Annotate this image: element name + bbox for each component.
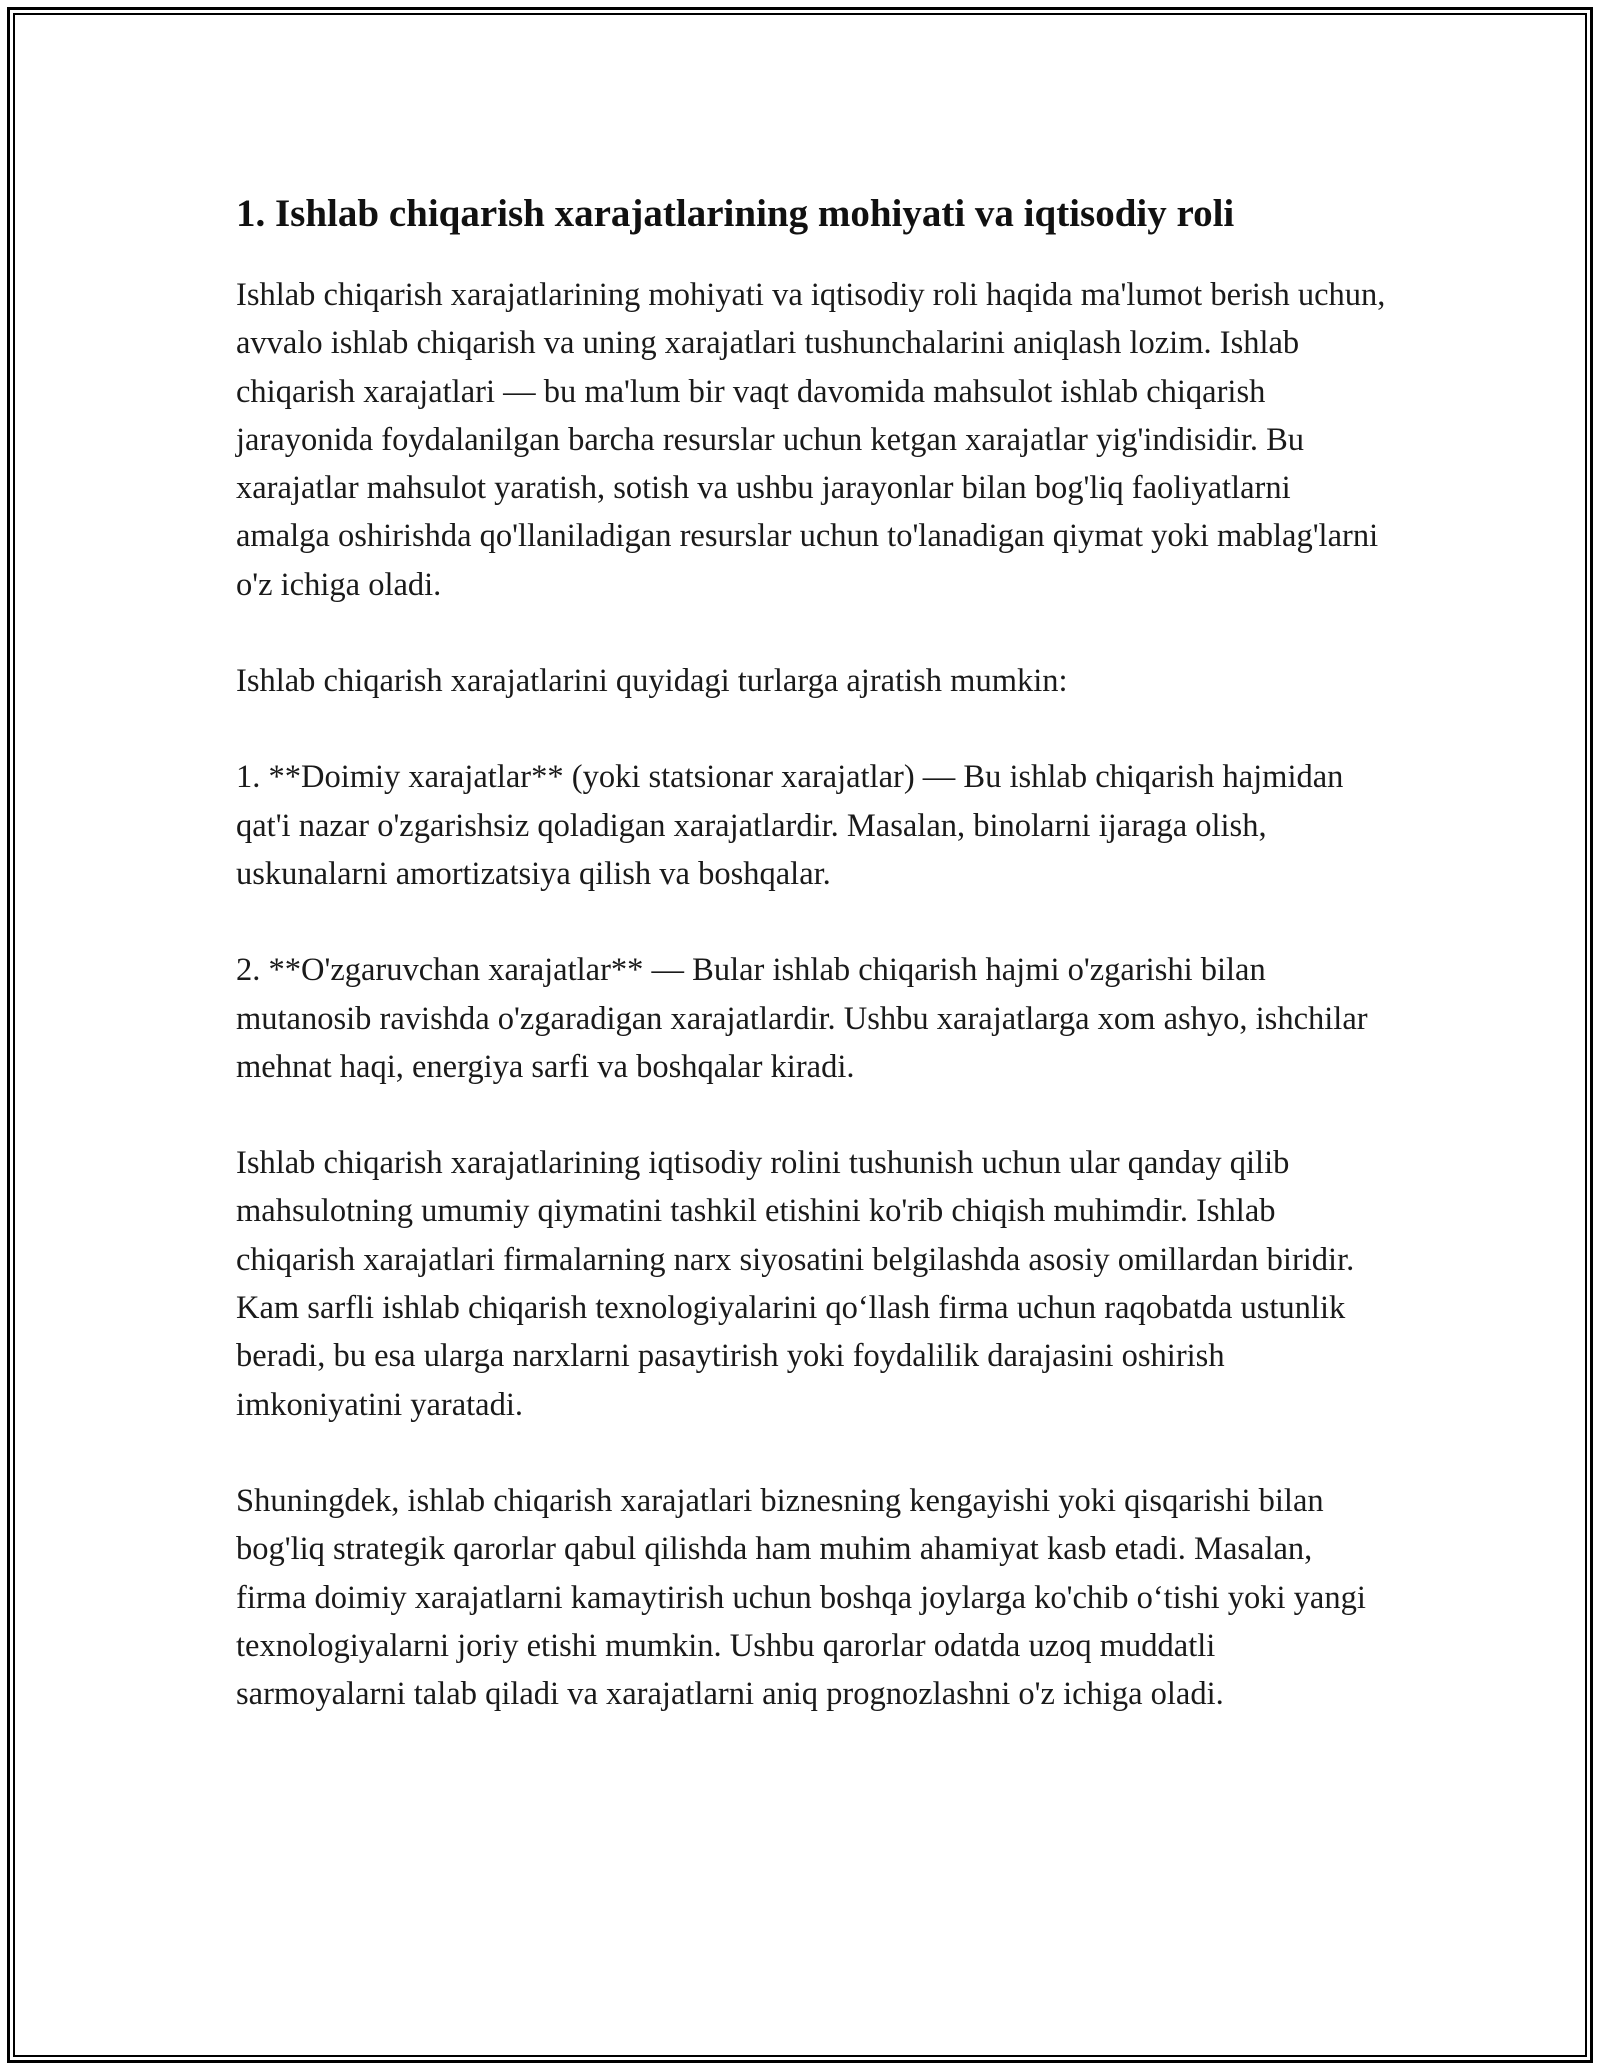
paragraph-strategic-decisions: Shuningdek, ishlab chiqarish xarajatlari biznesning kengayishi yoki qisqarishi bilan bog'liq strategik qarorlar qabul qilishda ham muhim ahamiyat kasb etadi. Masalan, firma doimiy xarajatlarni kamaytirish uchun boshqa joylarga ko'chib o‘tishi yoki yangi texnologiyalarni joriy etishi mumkin. Ushbu qarorlar odatda uzoq muddatli sarmoyalarni talab qiladi va xarajatlarni aniq prognozlashni o'z ichiga oladi. <box>236 1482 1366 1713</box>
paragraph-variable-costs: 2. **O'zgaruvchan xarajatlar** — Bular ishlab chiqarish hajmi o'zgarishi bilan mutanosib ravishda o'zgaradigan xarajatlardir. Ushbu xarajatlarga xom ashyo, ishchilar mehnat haqi, energiya sarfi va boshqalar kiradi. <box>236 952 1368 1085</box>
paragraph-types-intro: Ishlab chiqarish xarajatlarini quyidagi turlarga ajratish mumkin: <box>236 663 1068 700</box>
paragraph-intro: Ishlab chiqarish xarajatlarining mohiyati va iqtisodiy roli haqida ma'lumot berish uchun, avvalo ishlab chiqarish va uning xarajatlari tushunchalarini aniqlash lozim. Ishlab chiqarish xarajatlari — bu ma'lum bir vaqt davomida mahsulot ishlab chiqarish jarayonida foydalanilgan barcha resurslar uchun ketgan xarajatlar yig'indisidir. Bu xarajatlar mahsulot yaratish, sotish va ushbu jarayonlar bilan bog'liq faoliyatlarni amalga oshirishda qo'llaniladigan resurslar uchun to'lanadigan qiymat yoki mablag'larni o'z ichiga oladi. <box>236 277 1386 603</box>
paragraph-fixed-costs: 1. **Doimiy xarajatlar** (yoki statsionar xarajatlar) — Bu ishlab chiqarish hajmidan qat'i nazar o'zgarishsiz qoladigan xarajatlardir. Masalan, binolarni ijaraga olish, uskunalarni amortizatsiya qilish va boshqalar. <box>236 759 1344 892</box>
paragraph-economic-role: Ishlab chiqarish xarajatlarining iqtisodiy rolini tushunish uchun ular qanday qilib mahsulotning umumiy qiymatini tashkil etishini ko'rib chiqish muhimdir. Ishlab chiqarish xarajatlari firmalarning narx siyosatini belgilashda asosiy omillardan biridir. Kam sarfli ishlab chiqarish texnologiyalarini qo‘llash firma uchun raqobatda ustunlik beradi, bu esa ularga narxlarni pasaytirish yoki foydalilik darajasini oshirish imkoniyatini yaratadi. <box>236 1145 1355 1423</box>
document-body <box>236 185 1386 1766</box>
document-title: 1. Ishlab chiqarish xarajatlarining mohiyati va iqtisodiy roli <box>236 192 1235 235</box>
